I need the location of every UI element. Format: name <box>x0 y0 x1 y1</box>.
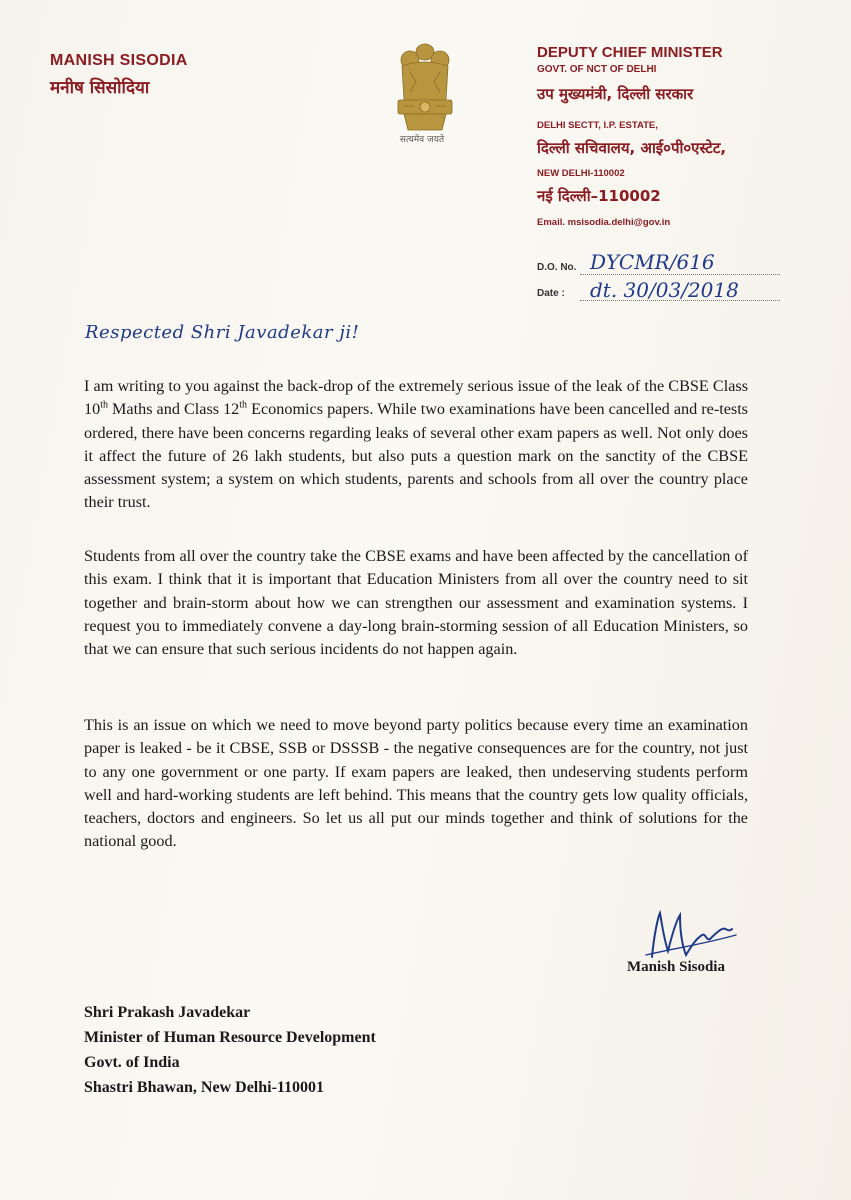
do-number-line <box>580 274 780 275</box>
paragraph-1-part-c: Economics papers. While two examinations have been cancelled and re-tests ordered, there have been concerns regarding leaks of several other exam papers as well. Not only does it affect the future of 26 lakh students, but also puts a question mark on the sanctity of the CBSE assessment system; a system on which students, parents and schools from all over the country place their trust. <box>84 400 748 512</box>
salutation-handwritten: Respected Shri Javadekar ji! <box>85 322 360 343</box>
addressee-name: Shri Prakash Javadekar <box>84 1004 251 1021</box>
do-number-label: D.O. No. <box>537 262 577 273</box>
paragraph-2: Students from all over the country take the CBSE exams and have been affected by the cancellation of this exam. I think that it is important that Education Ministers from all over the country need to sit together and brain-storm about how we can strengthen our assessment and examination systems. I request you to immediately convene a day-long brain-storming session of all Education Ministers, so that we can ensure that such serious incidents do not happen again. <box>84 547 748 659</box>
email-address: Email. msisodia.delhi@gov.in <box>537 217 671 228</box>
addressee-address: Shastri Bhawan, New Delhi-110001 <box>84 1079 325 1096</box>
secretariat-address-hindi: दिल्ली सचिवालय, आई०पी०एस्टेट, <box>537 139 727 157</box>
secretariat-address: DELHI SECTT, I.P. ESTATE, <box>537 120 658 131</box>
superscript-th: th <box>239 399 248 411</box>
city-pincode-hindi: नई दिल्ली–110002 <box>537 187 661 205</box>
signatory-name: Manish Sisodia <box>627 959 725 975</box>
city-pincode: NEW DELHI-110002 <box>537 168 625 179</box>
date-label: Date : <box>537 288 565 299</box>
do-number-handwritten: DYCMR/616 <box>590 250 715 274</box>
addressee-government: Govt. of India <box>84 1054 180 1071</box>
government-name: GOVT. OF NCT OF DELHI <box>537 64 657 75</box>
addressee-designation: Minister of Human Resource Development <box>84 1029 376 1046</box>
paragraph-3: This is an issue on which we need to move beyond party politics because every time an examination paper is leaked - be it CBSE, SSB or DSSSB - the negative consequences are for the country, not just to any one government or one party. If exam papers are leaked, then undeserving students perform well and hard-working students are left behind. This means that the country gets low quality officials, teachers, doctors and engineers. So let us all put our minds together and think of solutions for the national good. <box>84 716 748 851</box>
superscript-th: th <box>100 399 108 411</box>
designation: DEPUTY CHIEF MINISTER <box>537 44 723 61</box>
designation-hindi: उप मुख्यमंत्री, दिल्ली सरकार <box>537 85 694 103</box>
sender-name-hindi: मनीष सिसोदिया <box>50 78 150 98</box>
paragraph-1-part-a: I am writing to you against the back-drop of the extremely serious issue of the leak of the CBSE Class 10 <box>84 377 748 419</box>
paragraph-1-part-b: Maths and Class 12 <box>107 400 240 419</box>
paragraph-1 <box>84 375 748 515</box>
emblem-motto: सत्यमेव जयते <box>399 135 445 145</box>
signature-scribble-icon <box>640 905 750 965</box>
date-handwritten: dt. 30/03/2018 <box>590 278 739 302</box>
sender-name-english: MANISH SISODIA <box>50 52 188 69</box>
